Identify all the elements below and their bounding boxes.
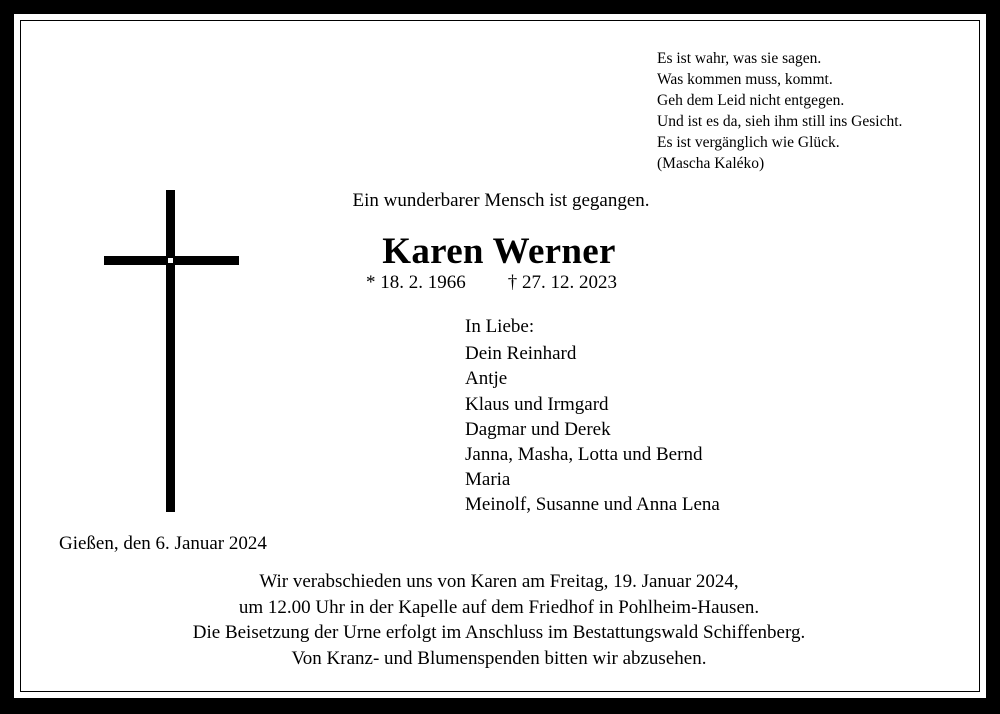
notice-line: Von Kranz- und Blumenspenden bitten wir abzusehen. xyxy=(291,647,707,669)
intro-text: Ein wunderbarer Mensch ist gegangen. xyxy=(352,190,650,211)
mourner-name: Maria xyxy=(465,469,511,491)
poem-author: (Mascha Kaléko) xyxy=(657,155,765,172)
poem-line: Geh dem Leid nicht entgegen. xyxy=(657,92,845,109)
mourner-name: Janna, Masha, Lotta und Bernd xyxy=(465,444,703,466)
mourner-name: Meinolf, Susanne und Anna Lena xyxy=(465,494,720,516)
poem xyxy=(657,48,902,174)
mourner-name: Dagmar und Derek xyxy=(465,418,611,440)
mourner-name: Antje xyxy=(465,368,508,390)
death-date: † 27. 12. 2023 xyxy=(507,272,617,293)
poem-line: Und ist es da, sieh ihm still ins Gesicht. xyxy=(657,113,903,130)
place-and-date: Gießen, den 6. Januar 2024 xyxy=(59,533,267,554)
deceased-name: Karen Werner xyxy=(382,231,616,272)
mourners-list xyxy=(465,314,720,518)
funeral-notice xyxy=(14,569,984,671)
poem-line: Es ist vergänglich wie Glück. xyxy=(657,134,840,151)
mourner-name: Klaus und Irmgard xyxy=(465,393,609,415)
mourner-name: Dein Reinhard xyxy=(465,343,577,365)
life-dates xyxy=(366,272,617,294)
birth-date: * 18. 2. 1966 xyxy=(366,272,466,293)
notice-line: um 12.00 Uhr in der Kapelle auf dem Friedhof in Pohlheim-Hausen. xyxy=(238,596,760,618)
obituary-content xyxy=(14,14,986,698)
mourners-heading: In Liebe: xyxy=(465,316,535,337)
poem-line: Es ist wahr, was sie sagen. xyxy=(657,50,822,67)
notice-line: Wir verabschieden uns von Karen am Freitag, 19. Januar 2024, xyxy=(259,571,739,592)
notice-line: Die Beisetzung der Urne erfolgt im Anschluss im Bestattungswald Schiffenberg. xyxy=(192,622,806,643)
poem-line: Was kommen muss, kommt. xyxy=(657,71,833,88)
